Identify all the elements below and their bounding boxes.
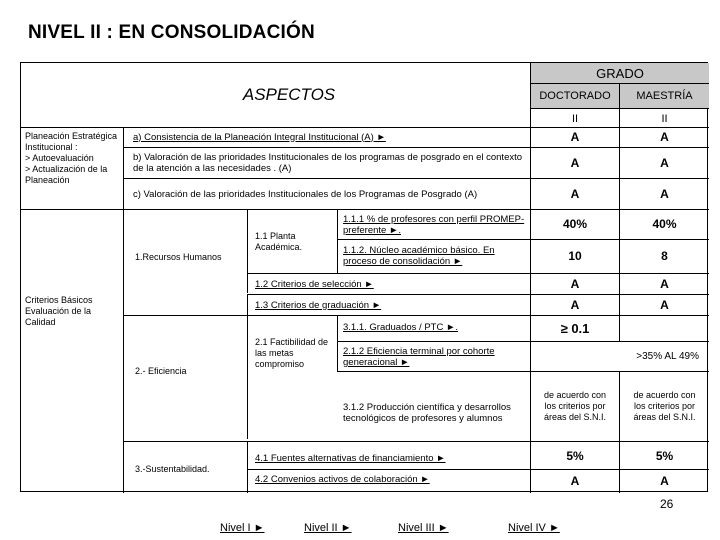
row-212-both: >35% AL 49% — [530, 341, 709, 371]
row-12-mae: A — [619, 273, 709, 294]
row-a[interactable] — [133, 127, 528, 147]
row-13[interactable] — [255, 296, 528, 314]
row-13-mae: A — [619, 294, 709, 315]
row-a-link[interactable]: a) Consistencia de la Planeación Integral Institucional (A) ► — [133, 131, 386, 143]
row-312-text: 3.1.2 Producción científica y desarrollos tecnológicos de profesores y alumnos — [343, 402, 511, 424]
aspectos-header: ASPECTOS — [242, 85, 336, 104]
row-c-doc: A — [530, 178, 619, 209]
page-number: 26 — [660, 497, 674, 511]
page-title: NIVEL II : EN CONSOLIDACIÓN — [28, 22, 315, 43]
row-12[interactable] — [255, 275, 528, 293]
nav-nivel-1-link[interactable]: Nivel I ► — [220, 522, 265, 534]
row-212[interactable] — [343, 345, 528, 369]
row-112-doc: 10 — [530, 239, 619, 273]
criteria-table — [20, 62, 708, 492]
row-111-mae: 40% — [619, 209, 709, 239]
row-41-link[interactable]: 4.1 Fuentes alternativas de financiamiento ► — [255, 452, 446, 464]
row-311-doc: ≥ 0.1 — [530, 315, 619, 341]
row-111-doc: 40% — [530, 209, 619, 239]
row-111-link[interactable]: 1.1.1 % de profesores con perfil PROMEP-preferente ►. — [343, 214, 525, 236]
section2-label: Criterios Básicos Evaluación de la Calidad — [25, 295, 93, 327]
row-42-doc: A — [530, 469, 619, 493]
section1-label: Planeación Estratégica Institucional : > Autoevaluación > Actualización de la Planeación — [25, 131, 118, 185]
row-312-mae: de acuerdo con los criterios por áreas del S.N.I. — [619, 371, 709, 441]
row-41-mae: 5% — [619, 441, 709, 471]
doctorado-header: DOCTORADO — [530, 84, 619, 108]
grado-header: GRADO — [530, 63, 709, 84]
row-112-link[interactable]: 1.1.2. Núcleo académico básico. En proceso de consolidación ► — [343, 245, 495, 267]
row-311[interactable] — [343, 319, 528, 335]
row-13-doc: A — [530, 294, 619, 315]
row-41-doc: 5% — [530, 441, 619, 471]
row-b-text: b) Valoración de las prioridades Institucionales de los programas de posgrado en el contexto de la atención a las necesidades . (A) — [133, 152, 523, 174]
row-a-doc: A — [530, 127, 619, 147]
nav-nivel-2-link[interactable]: Nivel II ► — [304, 522, 352, 534]
row-12-link[interactable]: 1.2 Criterios de selección ► — [255, 278, 374, 290]
row-312-doc: de acuerdo con los criterios por áreas del S.N.I. — [530, 371, 619, 441]
row-212-link[interactable]: 2.1.2 Eficiencia terminal por cohorte generacional ► — [343, 346, 495, 368]
row-c-mae: A — [619, 178, 709, 209]
row-13-link[interactable]: 1.3 Criterios de graduación ► — [255, 299, 382, 311]
nav-nivel-3-link[interactable]: Nivel III ► — [398, 522, 449, 534]
level-maestria: II — [619, 108, 709, 128]
row-42[interactable] — [255, 471, 528, 487]
maestria-header: MAESTRÍA — [619, 84, 709, 108]
nav-nivel-4-link[interactable]: Nivel IV ► — [508, 522, 560, 534]
planta-academica-label: 1.1 Planta Académica. — [255, 231, 303, 252]
row-b-doc: A — [530, 147, 619, 178]
sustentabilidad-label: 3.-Sustentabilidad. — [135, 463, 210, 474]
row-112-mae: 8 — [619, 239, 709, 273]
row-b-mae: A — [619, 147, 709, 178]
row-111[interactable] — [343, 213, 528, 237]
row-a-mae: A — [619, 127, 709, 147]
row-42-link[interactable]: 4.2 Convenios activos de colaboración ► — [255, 473, 430, 485]
row-112[interactable] — [343, 244, 528, 268]
row-c-text: c) Valoración de las prioridades Institucionales de los Programas de Posgrado (A) — [133, 188, 478, 200]
row-41[interactable] — [255, 449, 528, 467]
recursos-humanos-label: 1.Recursos Humanos — [135, 251, 222, 262]
row-12-doc: A — [530, 273, 619, 294]
eficiencia-label: 2.- Eficiencia — [135, 365, 187, 376]
level-doctorado: II — [530, 108, 619, 128]
row-42-mae: A — [619, 469, 709, 493]
row-311-mae-empty — [619, 315, 709, 341]
row-311-link[interactable]: 3.1.1. Graduados / PTC ►. — [343, 321, 459, 333]
factibilidad-label: 2.1 Factibilidad de las metas compromiso — [255, 337, 329, 369]
